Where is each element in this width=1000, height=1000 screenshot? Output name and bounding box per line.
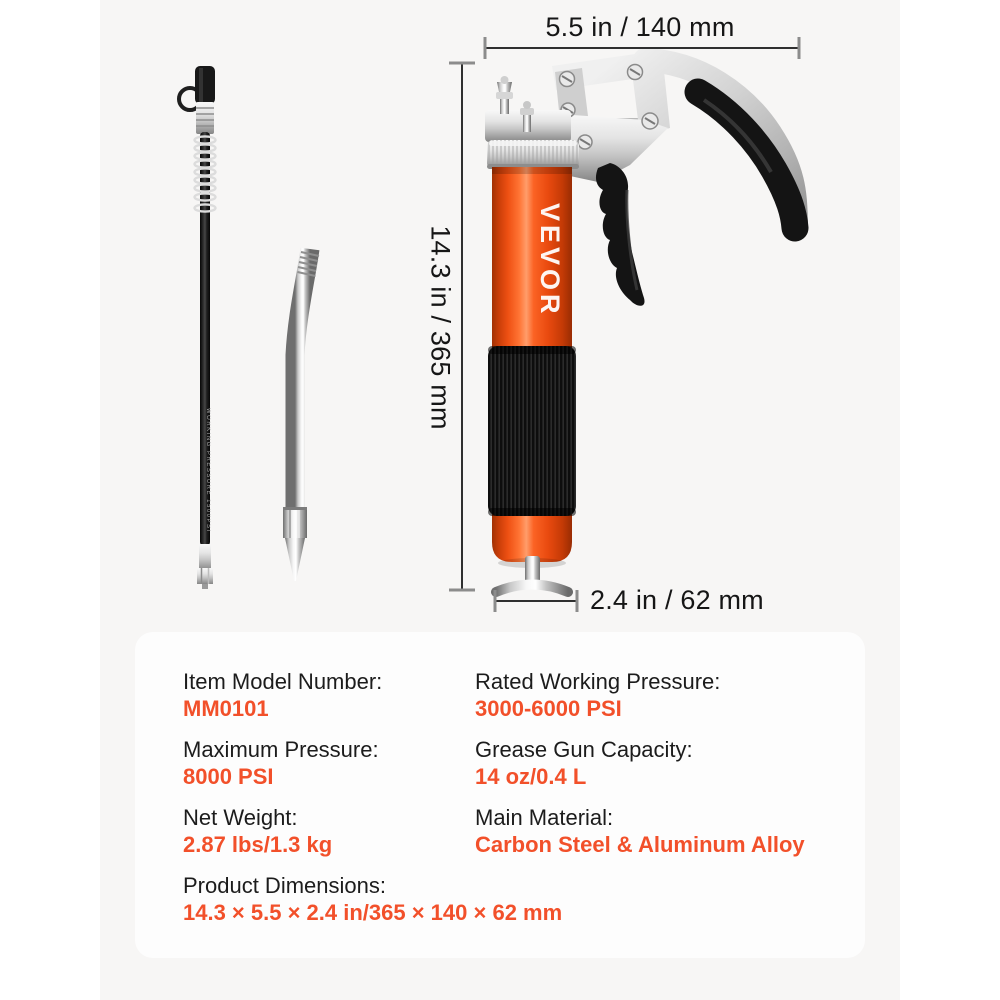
- brand-logo-text: VEVOR: [535, 203, 565, 318]
- hose-print-text: WORKING PRESSURE 1500PSI: [205, 408, 211, 533]
- spec-label: Product Dimensions:: [183, 873, 386, 898]
- spec-value: 3000-6000 PSI: [475, 696, 622, 721]
- spec-value: 14.3 × 5.5 × 2.4 in/365 × 140 × 62 mm: [183, 900, 563, 925]
- spec-item-capacity: [475, 736, 805, 790]
- gray-stage: [100, 0, 900, 1000]
- flex-hose-accessory: [179, 66, 216, 589]
- hose-cap: [195, 66, 215, 104]
- t-handle-bar: [496, 585, 568, 593]
- tube-cone-tip: [285, 538, 305, 581]
- tube-hex-nut: [283, 508, 307, 538]
- spec-value: 2.87 lbs/1.3 kg: [183, 832, 333, 857]
- grease-gun: [485, 52, 796, 592]
- spec-label: Grease Gun Capacity:: [475, 737, 693, 762]
- grip-sleeve: [488, 346, 576, 516]
- hose-end-hex: [197, 568, 213, 584]
- spec-column-right: [475, 668, 805, 872]
- spec-value: MM0101: [183, 696, 269, 721]
- spec-value: Carbon Steel & Aluminum Alloy: [475, 832, 805, 857]
- depth-dimension-label: 2.4 in / 62 mm: [590, 585, 764, 615]
- spec-label: Maximum Pressure:: [183, 737, 379, 762]
- width-dimension-label: 5.5 in / 140 mm: [545, 12, 735, 42]
- height-dimension-label: 14.3 in / 365 mm: [425, 225, 456, 430]
- hose-end-collar: [199, 544, 211, 570]
- spec-label: Rated Working Pressure:: [475, 669, 721, 694]
- spec-label: Main Material:: [475, 805, 614, 830]
- hose-collar: [196, 102, 214, 134]
- spec-label: Item Model Number:: [183, 669, 383, 694]
- spec-item-rated-pressure: [475, 668, 805, 722]
- spec-value: 8000 PSI: [183, 764, 274, 789]
- grease-nipple-fitting: [496, 76, 513, 114]
- tube-body: [295, 249, 310, 512]
- spec-item-product-dimensions: [183, 872, 562, 926]
- spec-panel: [135, 632, 865, 958]
- spec-item-material: [475, 804, 805, 858]
- spec-value: 14 oz/0.4 L: [475, 764, 587, 789]
- spec-label: Net Weight:: [183, 805, 298, 830]
- extension-tube-accessory: [283, 249, 319, 581]
